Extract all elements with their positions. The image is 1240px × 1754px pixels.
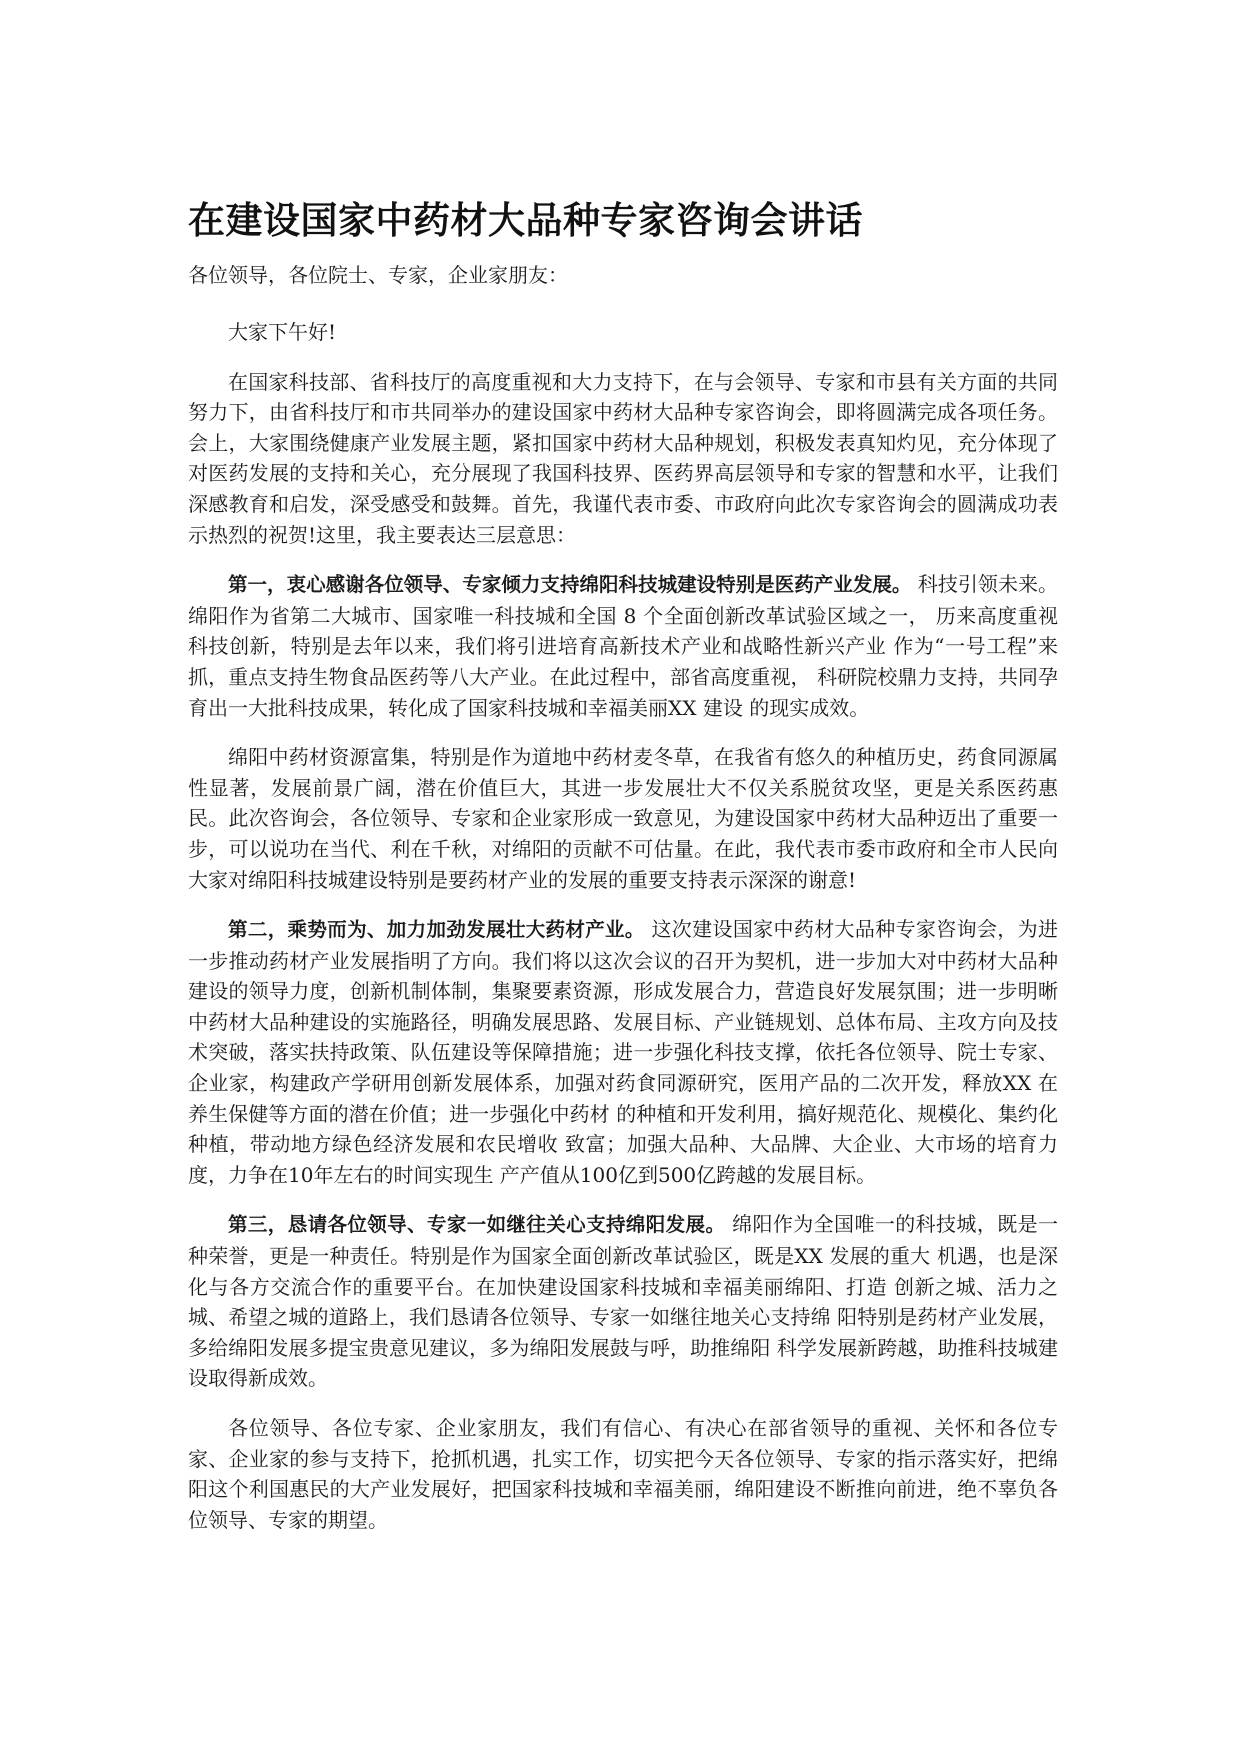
section-1-heading: 第一，衷心感谢各位领导、专家倾力支持绵阳科技城建设特别是医药产业发展。 bbox=[228, 573, 912, 597]
intro-paragraph: 在国家科技部、省科技厅的高度重视和大力支持下，在与会领导、专家和市县有关方面的共同努力下，由省科技厅和市共同举办的建设国家中药材大品种专家咨询会，即将圆满完成各项任务。会上，大家围绕健康产业发展主题，紧扣国家中药材大品种规划，积极发表真知灼见，充分体现了对医药发展的支持和关心，充分展现了我国科技界、医药界高层领导和专家的智慧和水平，让我们深感教育和启发，深受感受和鼓舞。首先，我谨代表市委、市政府向此次专家咨询会的圆满成功表示热烈的祝贺!这里，我主要表达三层意思： bbox=[188, 369, 1058, 547]
document-page bbox=[188, 196, 1058, 1554]
section-1-paragraph-2: 绵阳中药材资源富集，特别是作为道地中药材麦冬草，在我省有悠久的种植历史，药食同源属性显著，发展前景广阔，潜在价值巨大，其进一步发展壮大不仅关系脱贫攻坚，更是关系医药惠民。此次咨询会，各位领导、专家和企业家形成一致意见，为建设国家中药材大品种迈出了重要一步，可以说功在当代、利在千秋，对绵阳的贡献不可估量。在此，我代表市委市政府和全市人民向大家对绵阳科技城建设特别是要药材产业的发展的重要支持表示深深的谢意! bbox=[188, 745, 1058, 892]
section-1-body: 科技引领未来。绵阳作为省第二大城市、国家唯一科技城和全国 8 个全面创新改革试验区域之一， 历来高度重视科技创新，特别是去年以来，我们将引进培育高新技术产业和战略性新兴产业 作为“一号工程”来抓，重点支持生物食品医药等八大产业。在此过程中，部省高度重视， 科研院校鼎力支持，共同孕育出一大批科技成果，转化成了国家科技城和幸福美丽XX 建设 的现实成效。 bbox=[188, 572, 1058, 720]
greeting: 大家下午好! bbox=[228, 320, 337, 344]
closing-paragraph: 各位领导、各位专家、企业家朋友，我们有信心、有决心在部省领导的重视、关怀和各位专家、企业家的参与支持下，抢抓机遇，扎实工作，切实把今天各位领导、专家的指示落实好，把绵阳这个利国惠民的大产业发展好，把国家科技城和幸福美丽，绵阳建设不断推向前进，绝不辜负各位领导、专家的期望。 bbox=[188, 1416, 1058, 1532]
section-3-paragraph bbox=[188, 1209, 1058, 1394]
salutation: 各位领导，各位院士、专家，企业家朋友： bbox=[188, 263, 568, 287]
section-1-paragraph bbox=[188, 569, 1058, 723]
section-2-paragraph bbox=[188, 914, 1058, 1190]
section-2-body: 这次建设国家中药材大品种专家咨询会，为进一步推动药材产业发展指明了方向。我们将以这次会议的召开为契机，进一步加大对中药材大品种建设的领导力度，创新机制体制，集聚要素资源，形成发展合力，营造良好发展氛围；进一步明晰中药材大品种建设的实施路径，明确发展思路、发展目标、产业链规划、总体布局、主攻方向及技术突破，落实扶持政策、队伍建设等保障措施；进一步强化科技支撑，依托各位领导、院士专家、企业家，构建政产学研用创新发展体系，加强对药食同源研究，医用产品的二次开发，释放XX 在养生保健等方面的潜在价值；进一步强化中药材 的种植和开发利用，搞好规范化、规模化、集约化种植，带动地方绿色经济发展和农民增收 致富；加强大品种、大品牌、大企业、大市场的培育力度，力争在10年左右的时间实现生 产产值从100亿到500亿跨越的发展目标。 bbox=[188, 917, 1058, 1187]
section-3-body: 绵阳作为全国唯一的科技城，既是一种荣誉，更是一种责任。特别是作为国家全面创新改革试验区，既是XX 发展的重大 机遇，也是深化与各方交流合作的重要平台。在加快建设国家科技城和幸福美丽绵阳、打造 创新之城、活力之城、希望之城的道路上，我们恳请各位领导、专家一如继往地关心支持绵 阳特别是药材产业发展，多给绵阳发展多提宝贵意见建议，多为绵阳发展鼓与呼，助推绵阳 科学发展新跨越，助推科技城建设取得新成效。 bbox=[188, 1212, 1058, 1391]
document-title: 在建设国家中药材大品种专家咨询会讲话 bbox=[188, 199, 863, 242]
section-2-heading: 第二，乘势而为、加力加劲发展壮大药材产业。 bbox=[228, 918, 645, 942]
section-3-heading: 第三，恳请各位领导、专家一如继往关心支持绵阳发展。 bbox=[228, 1213, 726, 1237]
